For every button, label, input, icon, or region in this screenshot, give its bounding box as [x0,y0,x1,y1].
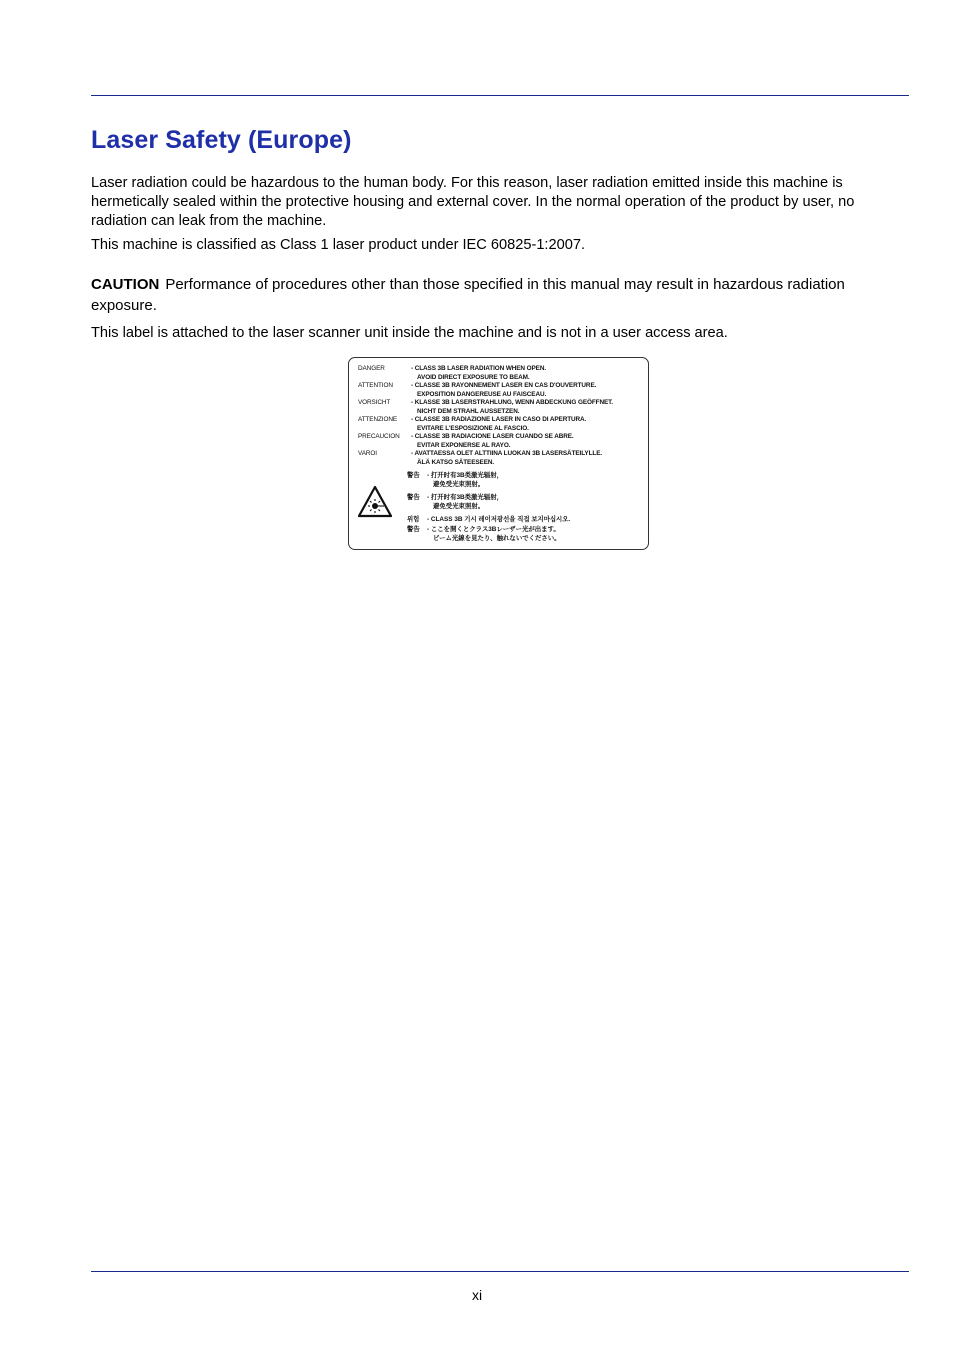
label-line: EVITARE L'ESPOSIZIONE AL FASCIO. [417,424,529,432]
label-row-precaucion [358,433,574,450]
label-line: ビーム光線を見たり、触れないでください。 [433,534,561,542]
label-row-attenzione [358,416,586,433]
label-lang: VAROI [358,450,377,457]
label-line: 避免受光束照射。 [433,502,485,510]
label-row-cn-traditional [407,494,503,511]
label-line: 避免受光束照射。 [433,480,485,488]
label-lang: VORSICHT [358,399,391,406]
label-line: - CLASS 3B 기시 레이저광선을 직접 보지마십시오. [427,516,571,523]
label-line: - 打开时有3B类激光辐射， [427,472,503,479]
label-row-vorsicht [358,399,613,416]
caution-paragraph [91,274,901,316]
label-line: - KLASSE 3B LASERSTRAHLUNG, WENN ABDECKUNG GEÖFFNET. [411,399,613,406]
label-row-danger [358,365,546,382]
label-location-paragraph: This label is attached to the laser scanner unit inside the machine and is not in a user access area. [91,325,728,341]
label-line: - ここを開くとクラス3Bレーザー光が出ます。 [427,526,560,533]
label-lang: 위험 [407,516,420,523]
caution-text: Performance of procedures other than those specified in this manual may result in hazardous radiation exposure. [91,276,845,314]
label-line: - CLASSE 3B RADIACIONE LASER CUANDO SE ABRE. [411,433,574,440]
laser-warning-label [348,357,649,550]
label-row-korean [407,516,570,525]
intro-paragraph: Laser radiation could be hazardous to the human body. For this reason, laser radiation emitted inside this machine is hermetically sealed within the protective housing and external cover. In the normal operation of the product by user, no radiation can leak from the machine. [91,175,855,229]
label-line: - CLASSE 3B RADIAZIONE LASER IN CASO DI APERTURA. [411,416,587,423]
label-lang: DANGER [358,365,385,372]
label-row-varoi [358,450,602,467]
label-line: EVITAR EXPONERSE AL RAYO. [417,441,511,449]
label-line: - AVATTAESSA OLET ALTTIINA LUOKAN 3B LASERSÄTEILYLLE. [411,450,603,457]
label-row-japanese [407,526,561,543]
label-row-attention [358,382,596,399]
page-number: xi [471,1287,483,1303]
label-line: - CLASSE 3B RAYONNEMENT LASER EN CAS D'OUVERTURE. [411,382,597,389]
label-line: EXPOSITION DANGEREUSE AU FAISCEAU. [417,390,547,398]
label-line: - CLASS 3B LASER RADIATION WHEN OPEN. [411,365,547,372]
label-lang: PRECAUCION [358,433,400,440]
footer-rule [91,1271,909,1272]
label-row-cn-simplified [407,472,503,489]
label-line: ÄLÄ KATSO SÄTEESEEN. [417,458,495,466]
laser-hazard-icon [358,485,392,519]
label-line: NICHT DEM STRAHL AUSSETZEN. [417,407,520,415]
label-lang: ATTENTION [358,382,393,389]
label-line: AVOID DIRECT EXPOSURE TO BEAM. [417,373,530,381]
label-lang: ATTENZIONE [358,416,398,423]
label-line: - 打开时有3B类激光辐射， [427,494,503,501]
caution-label: CAUTION [91,276,160,293]
header-rule [91,95,909,96]
label-lang: 警告 [407,494,420,501]
label-lang: 警告 [407,526,420,533]
page-title: Laser Safety (Europe) [91,126,352,154]
label-lang: 警告 [407,472,420,479]
classification-paragraph: This machine is classified as Class 1 laser product under IEC 60825-1:2007. [91,237,586,253]
